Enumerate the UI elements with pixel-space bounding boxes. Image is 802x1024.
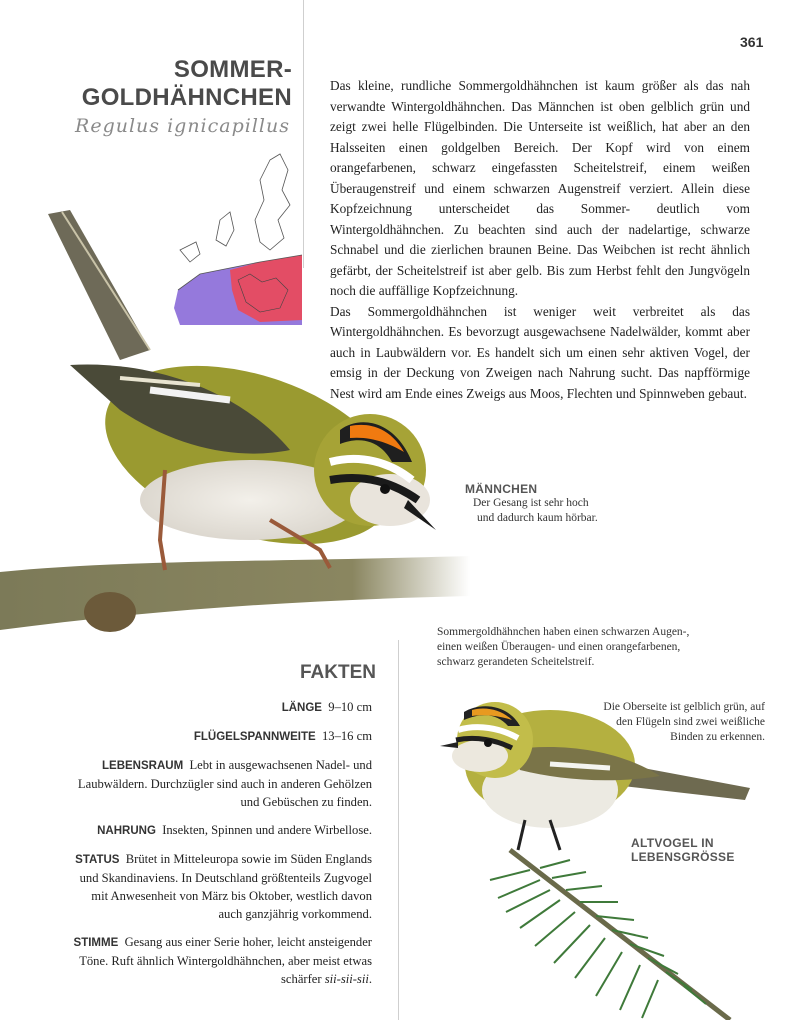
fact-label: NAHRUNG (97, 825, 156, 837)
fact-length (70, 698, 372, 717)
page-title (60, 56, 292, 112)
fact-label: FLÜGELSPANNWEITE (193, 731, 316, 743)
fact-label: STATUS (75, 854, 120, 866)
fact-voice (70, 933, 372, 988)
column-rule-bottom (398, 640, 399, 1020)
fact-status (70, 850, 372, 923)
latin-name: Regulus ignicapillus (75, 115, 290, 137)
fact-label: STIMME (73, 937, 119, 949)
caption-adult-line-1: ALTVOGEL IN (631, 836, 714, 850)
fact-wingspan (70, 727, 372, 746)
description-paragraph-2: Das Sommergoldhähnchen ist weniger weit verbreitet als das Wintergoldhähnchen. Es bevorzugt ausgewachsene Nadelwälder, kommt aber auch in Laubwäldern vor. Es handelt sich um einen sehr aktiven Vogel, der emsig in der Deckung von Zweigen nach Nahrung sucht. Das napfförmige Nest wird am Ende eines Zweigs aus Moos, Flechten und Spinnweben gebaut. (330, 303, 750, 401)
caption-upper-line-2: den Flügeln sind zwei weißliche (616, 716, 765, 728)
fact-value: Insekten, Spinnen und andere Wirbellose. (162, 823, 372, 837)
facts-list (70, 698, 372, 998)
caption-head-line-3: schwarz gerandeten Scheitelstreif. (437, 656, 595, 668)
caption-upper-line-1: Die Oberseite ist gelblich grün, auf (603, 701, 765, 713)
fact-food (70, 821, 372, 840)
caption-upper-line-3: Binden zu erkennen. (670, 731, 765, 743)
fact-value: Brütet in Mitteleuropa sowie im Süden Englands und Skandinaviens. In Deutschland größtenteils Zugvogel mit Anwesenheit von März bis Oktober, westlich davon auch ganzjährig vorkommend. (79, 852, 372, 921)
description-paragraph-1: Das kleine, rundliche Sommergoldhähnchen ist kaum größer als das nah verwandte Wintergoldhähnchen. Das Männchen ist oben gelblich grün und zeigt zwei helle Flügelbinden. Die Unterseite ist weißlich, hat aber an den Halsseiten einen goldgelben Bereich. Der Kopf wird von einem orangefarbenen, schwarz eingefassten Scheitelstreif, einem weißen Überaugenstreif und einem schwarzen Augenstreif verziert. Allein diese Kopfzeichnung unterscheidet das Sommer- deutlich vom Wintergoldhähnchen. Zu beachten sind auch der nadelartige, schwarze Schnabel und die zierlichen braunen Beine. Das Weibchen ist recht ähnlich gefärbt, der Scheitelstreif ist aber gelb. Bis zum Herbst fehlt den Jungvögeln noch die auffällige Kopfzeichnung. (330, 78, 750, 298)
caption-adult (631, 836, 771, 864)
title-line-1: SOMMER- (173, 56, 292, 83)
fact-voice-end: . (368, 972, 372, 986)
fact-voice-call: sii-sii-sii (324, 972, 369, 986)
caption-upperside (560, 700, 765, 745)
page-number: 361 (740, 34, 764, 50)
fact-habitat (70, 756, 372, 811)
caption-male (465, 482, 665, 526)
caption-head-markings (437, 625, 767, 670)
caption-male-heading: MÄNNCHEN (465, 482, 538, 496)
fact-value: Lebt in ausgewachsenen Nadel- und Laubwäldern. Durchzügler sind auch in anderen Gehölzen und Gebüschen zu finden. (77, 758, 372, 809)
caption-male-line-1: Der Gesang ist sehr hoch (473, 497, 589, 509)
fact-label: LEBENSRAUM (102, 760, 184, 772)
fact-value: 9–10 cm (328, 700, 372, 714)
fact-value: 13–16 cm (321, 729, 372, 743)
caption-male-line-2: und dadurch kaum hörbar. (477, 512, 598, 524)
caption-adult-line-2: LEBENSGRÖSSE (631, 850, 735, 864)
facts-heading: FAKTEN (300, 662, 376, 683)
caption-head-line-1: Sommergoldhähnchen haben einen schwarzen Augen-, (437, 626, 690, 638)
fact-value: Gesang aus einer Serie hoher, leicht ansteigender Töne. Ruft ähnlich Wintergoldhähnchen, aber meist etwas schärfer (79, 935, 372, 986)
male-bird-illustration (0, 200, 480, 650)
title-line-2: GOLDHÄHNCHEN (81, 84, 292, 111)
caption-head-line-2: einen weißen Überaugen- und einen orangefarbenen, (437, 641, 681, 653)
fact-label: LÄNGE (281, 702, 322, 714)
